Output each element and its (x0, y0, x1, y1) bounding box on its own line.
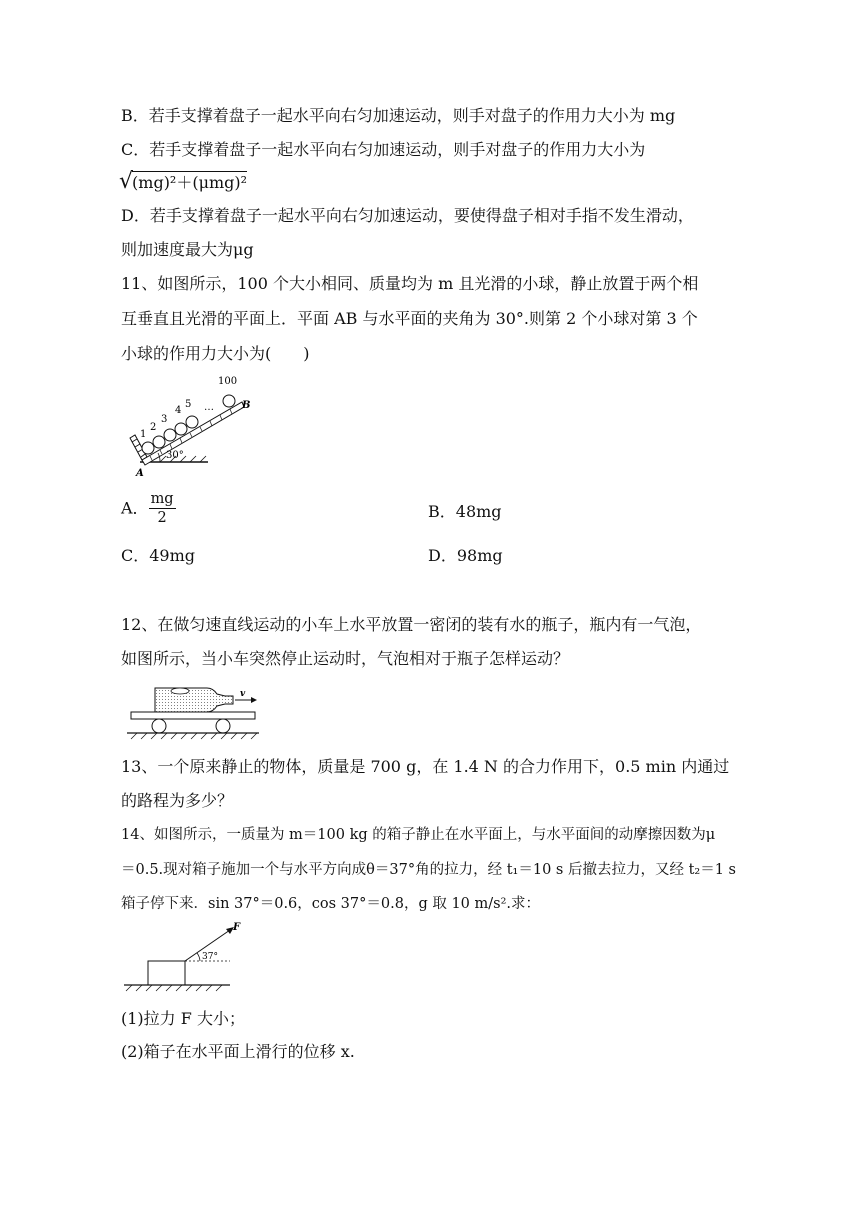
ball-4 (175, 423, 187, 435)
q12-stem-line2: 如图所示，当小车突然停止运动时，气泡相对于瓶子怎样运动？ (121, 649, 570, 668)
q14-stem-line1: 14、如图所示，一质量为 m＝100 kg 的箱子静止在水平面上，与水平面间的动摩擦因数为μ (121, 827, 716, 843)
q11-option-b: B．48mg (428, 502, 502, 521)
ball-2 (153, 436, 165, 448)
q11-option-a (121, 490, 176, 527)
angle-30: 30° (166, 450, 184, 461)
q11-incline-figure (120, 372, 260, 482)
air-bubble (171, 688, 189, 694)
q11-stem-line2: 互垂直且光滑的平面上．平面 AB 与水平面的夹角为 30°.则第 2 个小球对第 3 个 (121, 309, 698, 328)
ball-5 (186, 416, 198, 428)
ball-3 (164, 429, 176, 441)
q11-stem-line1: 11、如图所示，100 个大小相同、质量均为 m 且光滑的小球，静止放置于两个相 (121, 274, 699, 293)
force-label: F (233, 922, 241, 933)
q10-formula-text: (mg)²＋(μmg)² (132, 173, 248, 192)
q14-subquestion-2: (2)箱子在水平面上滑行的位移 x. (121, 1042, 355, 1061)
q10-option-b: B．若手支撑着盘子一起水平向右匀加速运动，则手对盘子的作用力大小为 mg (121, 106, 676, 125)
q10-option-d-line1: D．若手支撑着盘子一起水平向右匀加速运动，要使得盘子相对手指不发生滑动， (121, 206, 694, 225)
q13-stem-line2: 的路程为多少？ (121, 791, 234, 810)
ball-label-100: 100 (218, 376, 238, 387)
q10-option-c: C．若手支撑着盘子一起水平向右匀加速运动，则手对盘子的作用力大小为 (121, 140, 646, 159)
ball-100 (223, 395, 235, 407)
q14-box-figure (122, 920, 242, 996)
angle-37: 37° (202, 952, 218, 962)
label-a: A (136, 468, 144, 479)
q11-option-a-numerator: mg (150, 491, 174, 507)
q10-option-c-formula: √ (mg)²＋(μmg)² (119, 169, 248, 194)
q14-stem-line3: 箱子停下来．sin 37°＝0.6，cos 37°＝0.8，g 取 10 m/s².求： (121, 896, 541, 912)
q11-option-a-prefix: A． (121, 498, 149, 518)
velocity-label: v (240, 689, 246, 699)
ball-label-4: 4 (175, 405, 182, 416)
q10-option-d-line2: 则加速度最大为μg (121, 240, 254, 259)
q13-stem-line1: 13、一个原来静止的物体，质量是 700 g，在 1.4 N 的合力作用下，0.5 min 内通过 (121, 757, 730, 776)
q14-subquestion-1: (1)拉力 F 大小； (121, 1009, 245, 1028)
ball-1 (142, 442, 154, 454)
q12-cart-bottle-figure (125, 680, 275, 745)
q11-option-d: D．98mg (428, 546, 503, 565)
ball-dots: … (204, 402, 214, 413)
label-b: B (242, 400, 251, 411)
q11-stem-line3: 小球的作用力大小为( ) (121, 344, 310, 363)
ball-label-2: 2 (150, 422, 157, 433)
ball-label-1: 1 (140, 429, 147, 440)
ball-label-3: 3 (161, 414, 168, 425)
q11-option-c: C．49mg (121, 546, 196, 565)
q11-option-a-denominator: 2 (157, 510, 167, 526)
ball-label-5: 5 (185, 399, 192, 410)
q14-stem-line2: ＝0.5.现对箱子施加一个与水平方向成θ＝37°角的拉力，经 t₁＝10 s 后撤去拉力，又经 t₂＝1 s (121, 862, 736, 878)
q12-stem-line1: 12、在做匀速直线运动的小车上水平放置一密闭的装有水的瓶子，瓶内有一气泡， (121, 615, 702, 634)
